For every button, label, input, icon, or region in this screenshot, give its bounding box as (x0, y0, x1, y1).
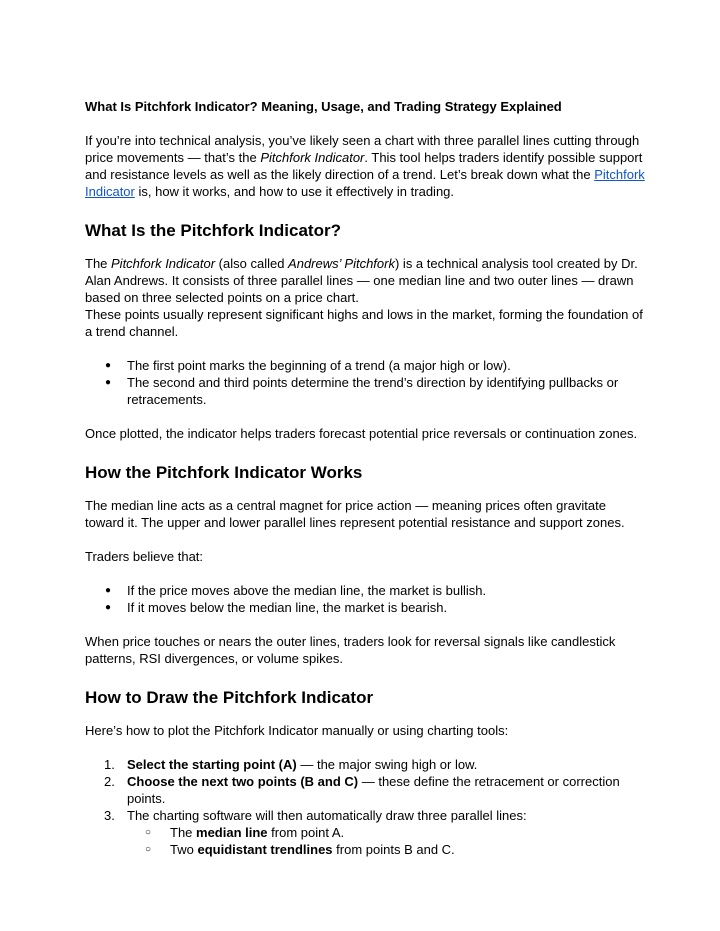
s1-text-2: (also called (215, 256, 289, 271)
section2-paragraph-3: When price touches or nears the outer lines, traders look for reversal signals like candlestick patterns, RSI divergences, or volume spikes. (85, 634, 616, 666)
bullet-icon: ● (105, 602, 112, 613)
sub-item-bold: median line (196, 825, 268, 840)
list-item-text: The first point marks the beginning of a trend (a major high or low). (127, 358, 511, 373)
intro-text-2: . This tool helps traders identify possible support and resistance levels as well as the likely direction of a trend. Let’s break down what the (85, 150, 643, 182)
item-number: 3. (104, 808, 115, 823)
list-item (85, 599, 645, 616)
nested-list-container (85, 824, 645, 858)
section1-bullet-list (85, 357, 645, 408)
hollow-bullet-icon: ○ (145, 827, 152, 838)
numbered-item (85, 773, 645, 807)
step-bold-text: Select the starting point (A) (127, 757, 297, 772)
s1-italic-2: Andrews’ Pitchfork (288, 256, 395, 271)
sub-item-text: The (170, 825, 197, 840)
hollow-bullet-icon: ○ (145, 844, 152, 855)
s1-italic-1: Pitchfork Indicator (111, 256, 216, 271)
section1-paragraph-3: Once plotted, the indicator helps traders forecast potential price reversals or continuation zones. (85, 426, 638, 441)
item-number: 1. (104, 757, 115, 772)
intro-italic-term: Pitchfork Indicator (260, 150, 365, 165)
step-text: — the major swing high or low. (296, 757, 478, 772)
sub-list-item (85, 841, 645, 858)
section-heading-what-is: What Is the Pitchfork Indicator? (85, 221, 341, 240)
pitchfork-indicator-link[interactable]: Pitchfork Indicator (85, 167, 645, 199)
section2-paragraph-1: The median line acts as a central magnet for price action — meaning prices often gravitate toward it. The upper and lower parallel lines represent potential resistance and support zones. (85, 498, 625, 530)
section3-paragraph-1: Here’s how to plot the Pitchfork Indicator manually or using charting tools: (85, 723, 509, 738)
numbered-item (85, 756, 645, 773)
sub-list-item (85, 824, 645, 841)
document-title: What Is Pitchfork Indicator? Meaning, Usage, and Trading Strategy Explained (85, 99, 562, 114)
section3-numbered-list (85, 756, 645, 858)
intro-text-1: If you’re into technical analysis, you’ve likely seen a chart with three parallel lines cutting through price movements — that’s the (85, 133, 640, 165)
section-heading-how-works: How the Pitchfork Indicator Works (85, 463, 363, 482)
sub-item-text: from points B and C. (332, 842, 455, 857)
step-text: The charting software will then automatically draw three parallel lines: (127, 808, 527, 823)
s1-text-3: ) is a technical analysis tool created by Dr. Alan Andrews. It consists of three parallel lines — one median line and two outer lines — drawn based on three selected points on a price chart. (85, 256, 638, 305)
list-item (85, 374, 645, 408)
s1-text-1: The (85, 256, 112, 271)
bullet-icon: ● (105, 360, 112, 371)
section-heading-how-to-draw: How to Draw the Pitchfork Indicator (85, 688, 374, 707)
bullet-icon: ● (105, 585, 112, 596)
numbered-item (85, 807, 645, 824)
section2-paragraph-2: Traders believe that: (85, 549, 204, 564)
list-item-text: If it moves below the median line, the market is bearish. (127, 600, 448, 615)
section1-paragraph-1 (85, 255, 645, 306)
list-item-text: If the price moves above the median line, the market is bullish. (127, 583, 487, 598)
list-item (85, 357, 645, 374)
list-item (85, 582, 645, 599)
sub-item-bold: equidistant trendlines (197, 842, 333, 857)
intro-paragraph (85, 132, 645, 200)
sub-item-text: Two (170, 842, 198, 857)
section1-paragraph-2: These points usually represent significant highs and lows in the market, forming the foundation of a trend channel. (85, 307, 643, 339)
item-number: 2. (104, 774, 115, 789)
sub-item-text: from point A. (267, 825, 345, 840)
bullet-icon: ● (105, 377, 112, 388)
intro-text-3: is, how it works, and how to use it effectively in trading. (134, 184, 455, 199)
document-page (85, 98, 645, 875)
step-bold-text: Choose the next two points (B and C) (127, 774, 359, 789)
section3-sub-list (85, 824, 645, 858)
section2-bullet-list (85, 582, 645, 616)
step-text: — these define the retracement or correction points. (127, 774, 620, 806)
list-item-text: The second and third points determine the trend’s direction by identifying pullbacks or retracements. (127, 375, 619, 407)
